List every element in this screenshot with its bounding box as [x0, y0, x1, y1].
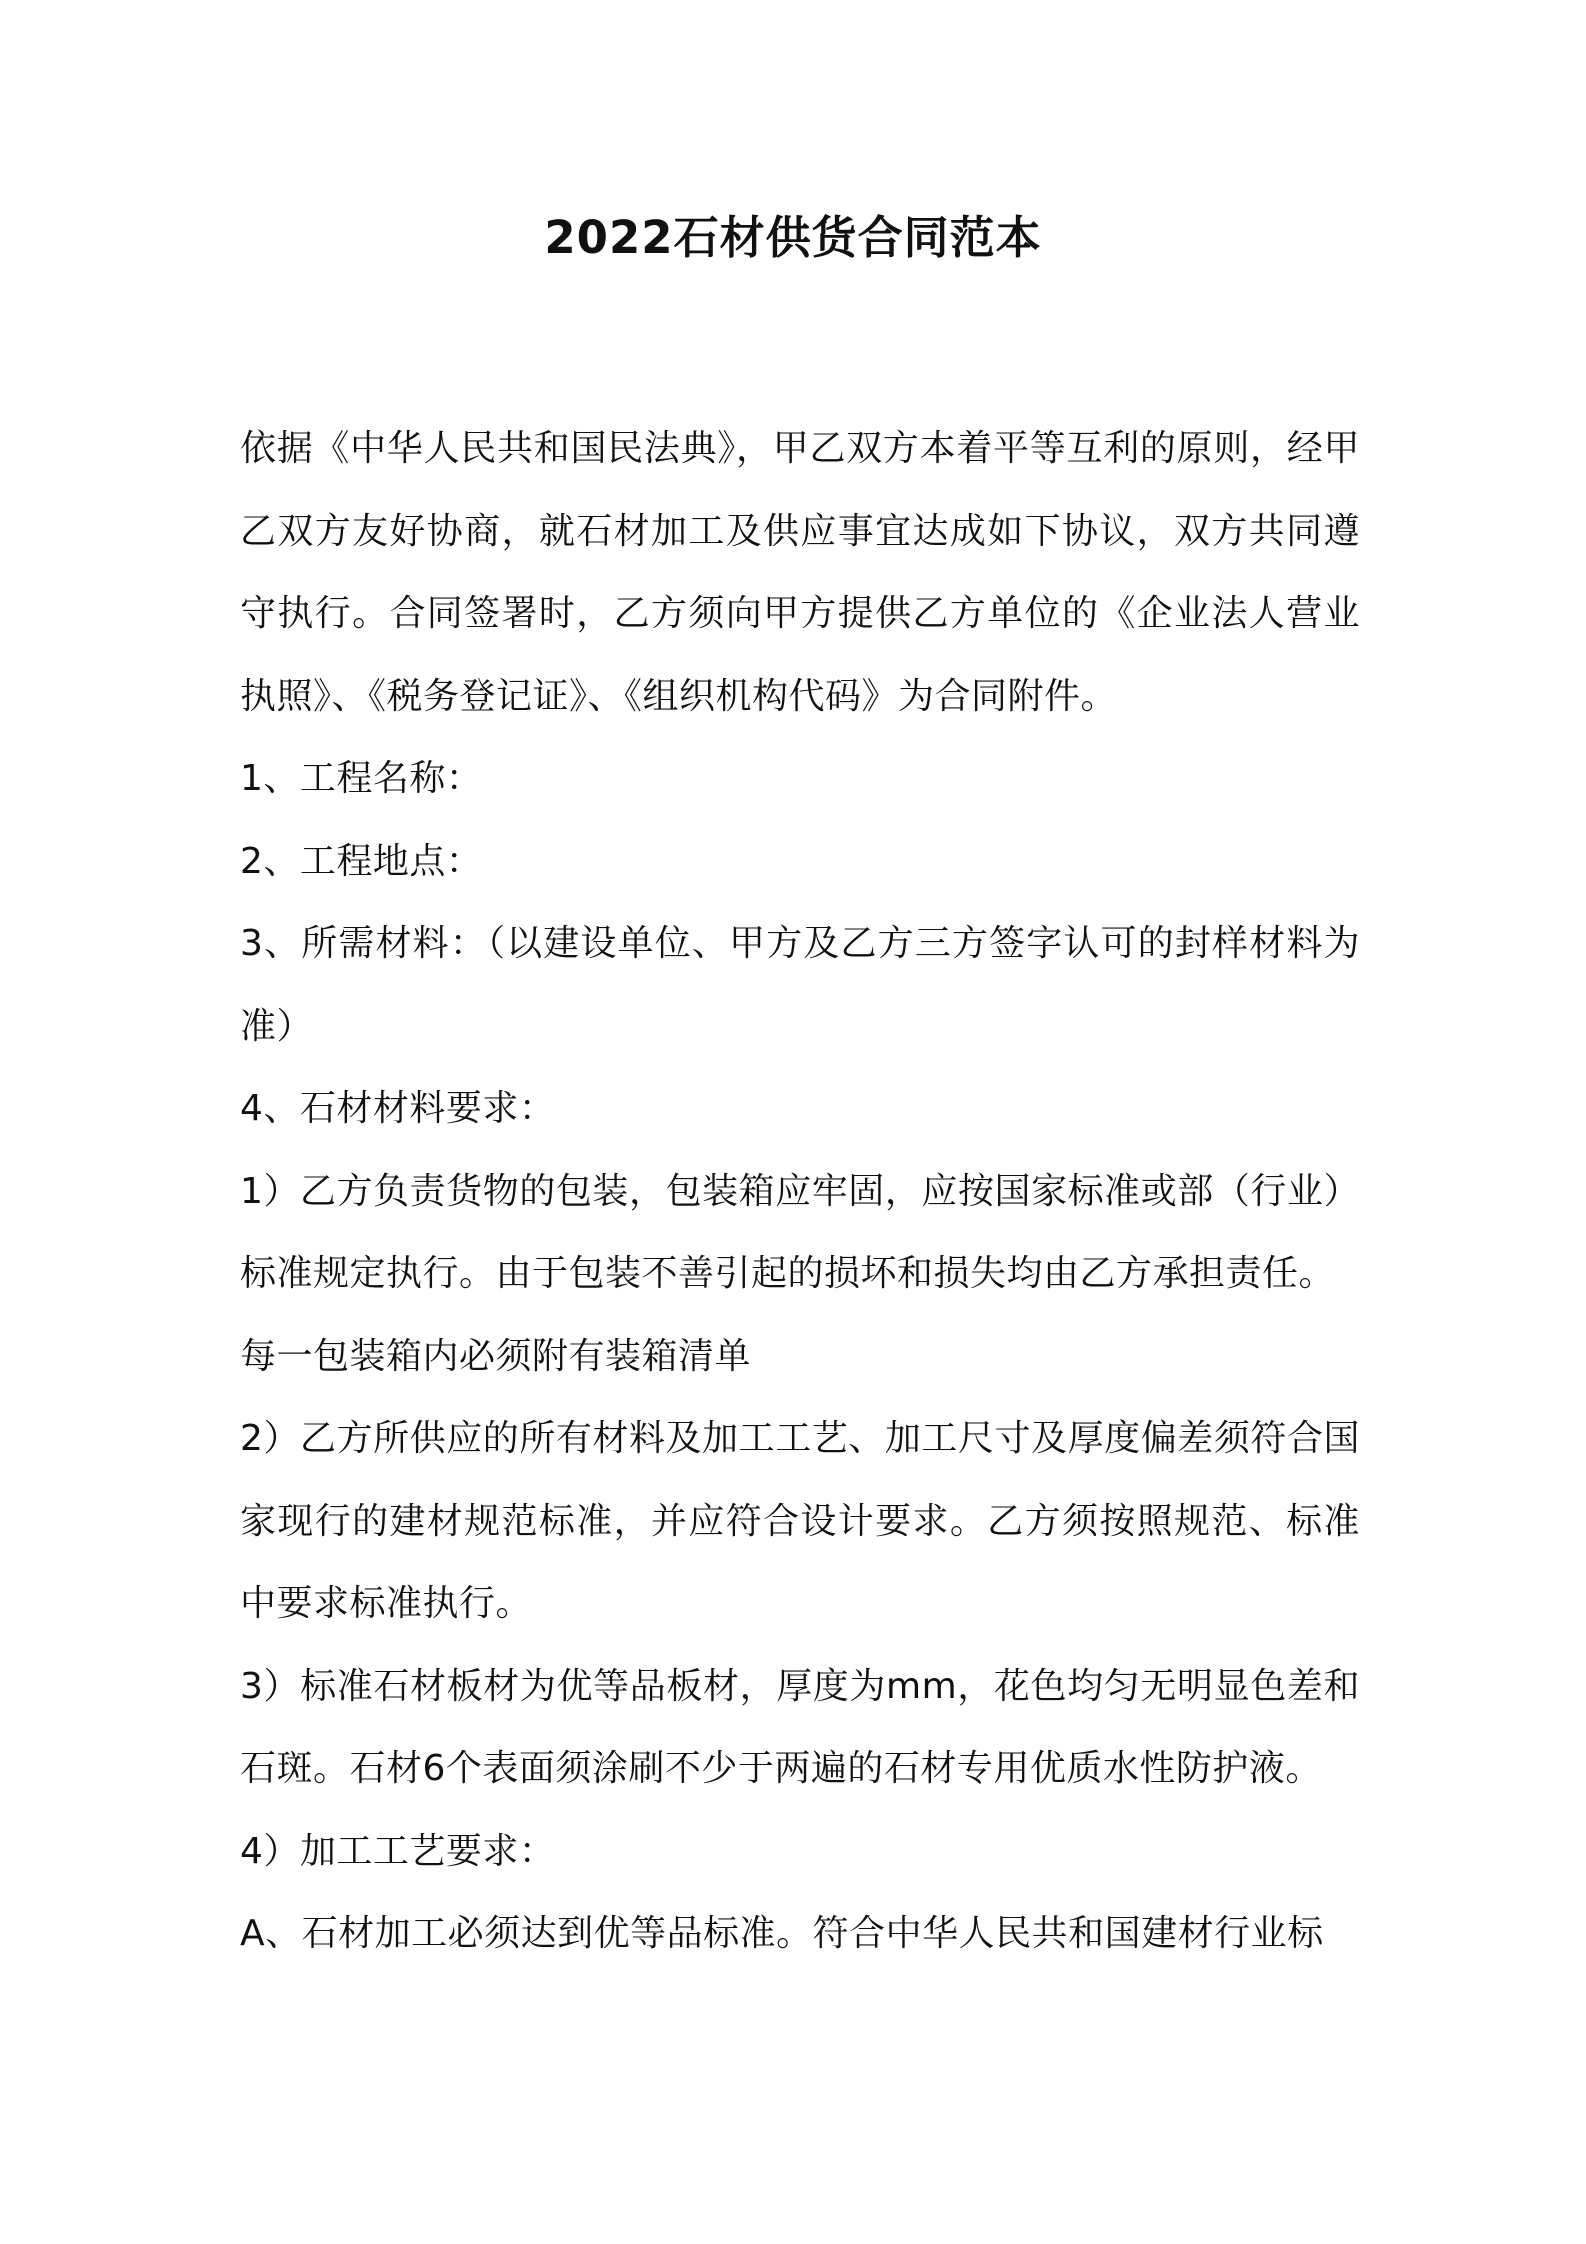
- document-body: [240, 408, 1360, 1976]
- paragraph-stone-quality: 3）标准石材板材为优等品板材，厚度为mm，花色均匀无明显色差和石斑。石材6个表面须涂刷不少于两遍的石材专用优质水性防护液。: [240, 1665, 1360, 1789]
- paragraph-required-materials: 3、所需材料：（以建设单位、甲方及乙方三方签字认可的封样材料为准）: [240, 923, 1360, 1047]
- paragraph-process-requirements: 4）加工工艺要求：: [240, 1830, 556, 1872]
- document-title: 2022石材供货合同范本: [544, 211, 1042, 264]
- paragraph-material-requirements: 4、石材材料要求：: [240, 1088, 556, 1129]
- paragraph-packing-list: 每一包装箱内必须附有装箱清单: [240, 1335, 752, 1377]
- paragraph-project-name: 1、工程名称：: [240, 758, 483, 799]
- paragraph-packaging: 1）乙方负责货物的包装，包装箱应牢固，应按国家标准或部（行业）标准规定执行。由于包装不善引起的损坏和损失均由乙方承担责任。: [240, 1170, 1360, 1294]
- paragraph-standards: 2）乙方所供应的所有材料及加工工艺、加工尺寸及厚度偏差须符合国家现行的建材规范标准，并应符合设计要求。乙方须按照规范、标准中要求标准执行。: [240, 1418, 1360, 1624]
- paragraph-process-a: A、石材加工必须达到优等品标准。符合中华人民共和国建材行业标: [240, 1913, 1324, 1954]
- paragraph-intro: 依据《中华人民共和国民法典》，甲乙双方本着平等互利的原则，经甲乙双方友好协商，就石材加工及供应事宜达成如下协议，双方共同遵守执行。合同签署时，乙方须向甲方提供乙方单位的《企业法人营业执照》、《税务登记证》、《组织机构代码》为合同附件。: [240, 428, 1360, 717]
- paragraph-project-location: 2、工程地点：: [240, 840, 483, 882]
